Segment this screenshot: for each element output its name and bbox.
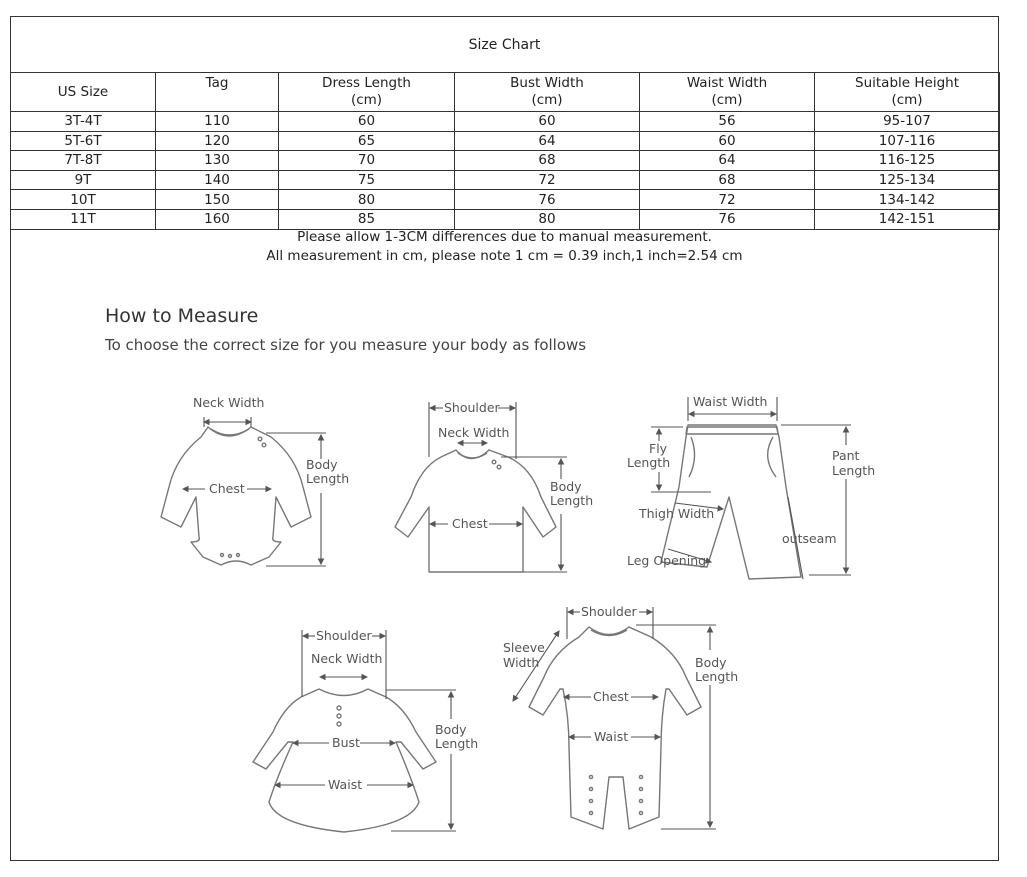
label-chest: Chest xyxy=(209,481,245,496)
label-body: Body xyxy=(435,722,467,737)
pants-diagram xyxy=(627,394,875,579)
label-neck-width: Neck Width xyxy=(438,425,510,440)
header-us-size: US Size xyxy=(11,73,156,112)
table-cell: 76 xyxy=(455,190,640,210)
label-chest: Chest xyxy=(452,516,488,531)
dress-diagram xyxy=(253,628,478,832)
header-waist-width: Waist Width (cm) xyxy=(640,73,815,112)
romper-diagram xyxy=(503,604,738,829)
label-pant: Pant xyxy=(832,448,860,463)
header-suitable-height: Suitable Height (cm) xyxy=(815,73,1000,112)
dress-outline xyxy=(253,689,436,832)
label-body: Body xyxy=(306,457,338,472)
bodysuit-outline xyxy=(161,427,311,565)
label-length: Length xyxy=(435,736,479,751)
label-waist: Waist xyxy=(594,729,629,744)
header-bust-width: Bust Width (cm) xyxy=(455,73,640,112)
label-length: Length xyxy=(550,493,594,508)
pants-pocket-left xyxy=(689,437,695,477)
how-to-measure-title: How to Measure xyxy=(105,305,259,327)
table-cell: 75 xyxy=(279,170,455,190)
label-bust: Bust xyxy=(332,735,360,750)
label-neck-width: Neck Width xyxy=(311,651,383,666)
label-outseam: outseam xyxy=(782,531,837,546)
table-cell: 140 xyxy=(156,170,279,190)
label-length: Length xyxy=(306,471,350,486)
label-shoulder: Shoulder xyxy=(444,400,500,415)
table-cell: 72 xyxy=(640,190,815,210)
table-cell: 142-151 xyxy=(815,209,1000,229)
table-cell: 64 xyxy=(455,131,640,151)
table-cell: 60 xyxy=(455,112,640,132)
table-cell: 5T-6T xyxy=(11,131,156,151)
table-cell: 150 xyxy=(156,190,279,210)
table-cell: 80 xyxy=(279,190,455,210)
table-cell: 70 xyxy=(279,151,455,171)
label-shoulder: Shoulder xyxy=(581,604,637,619)
pants-waistband xyxy=(686,427,778,434)
table-cell: 11T xyxy=(11,209,156,229)
how-to-measure-subtitle: To choose the correct size for you measure your body as follows xyxy=(105,336,587,354)
table-cell: 160 xyxy=(156,209,279,229)
romper-outline xyxy=(529,627,701,829)
table-cell: 76 xyxy=(640,209,815,229)
shirt-outline xyxy=(395,450,556,572)
label-neck-width: Neck Width xyxy=(193,395,265,410)
label-body: Body xyxy=(695,655,727,670)
label-leg-opening: Leg Opening xyxy=(627,553,707,568)
table-cell: 60 xyxy=(279,112,455,132)
table-cell: 60 xyxy=(640,131,815,151)
size-chart-title: Size Chart xyxy=(11,17,998,73)
table-cell: 107-116 xyxy=(815,131,1000,151)
shirt-collar xyxy=(458,453,487,458)
bodysuit-collar xyxy=(211,429,249,435)
label-length: Length xyxy=(695,669,739,684)
label-sleeve: Sleeve xyxy=(503,640,545,655)
table-cell: 65 xyxy=(279,131,455,151)
label-waist: Waist xyxy=(328,777,363,792)
table-cell: 85 xyxy=(279,209,455,229)
table-cell: 9T xyxy=(11,170,156,190)
table-cell: 134-142 xyxy=(815,190,1000,210)
label-shoulder: Shoulder xyxy=(316,628,372,643)
label-waist-width: Waist Width xyxy=(693,394,768,409)
table-cell: 56 xyxy=(640,112,815,132)
table-cell: 80 xyxy=(455,209,640,229)
table-cell: 7T-8T xyxy=(11,151,156,171)
label-length: Length xyxy=(627,455,671,470)
shirt-diagram xyxy=(395,400,593,572)
label-fly: Fly xyxy=(649,441,668,456)
header-dress-length: Dress Length (cm) xyxy=(279,73,455,112)
table-cell: 110 xyxy=(156,112,279,132)
table-cell: 64 xyxy=(640,151,815,171)
label-width: Width xyxy=(503,655,540,670)
unit-conversion-note: All measurement in cm, please note 1 cm = 0.39 inch,1 inch=2.54 cm xyxy=(266,248,743,264)
table-cell: 72 xyxy=(455,170,640,190)
label-thigh-width: Thigh Width xyxy=(639,506,715,521)
pants-pocket-right xyxy=(768,437,776,477)
table-cell: 120 xyxy=(156,131,279,151)
label-chest: Chest xyxy=(593,689,629,704)
page-frame xyxy=(10,16,999,861)
label-body: Body xyxy=(550,479,582,494)
table-cell: 116-125 xyxy=(815,151,1000,171)
bodysuit-diagram xyxy=(161,395,349,566)
header-tag: Tag xyxy=(156,73,279,112)
table-cell: 130 xyxy=(156,151,279,171)
table-cell: 68 xyxy=(455,151,640,171)
table-cell: 10T xyxy=(11,190,156,210)
table-cell: 125-134 xyxy=(815,170,1000,190)
table-cell: 95-107 xyxy=(815,112,1000,132)
measurement-diagrams xyxy=(11,17,1000,862)
table-cell: 3T-4T xyxy=(11,112,156,132)
measurement-note: Please allow 1-3CM differences due to manual measurement. xyxy=(297,229,712,245)
table-cell: 68 xyxy=(640,170,815,190)
label-length: Length xyxy=(832,463,876,478)
